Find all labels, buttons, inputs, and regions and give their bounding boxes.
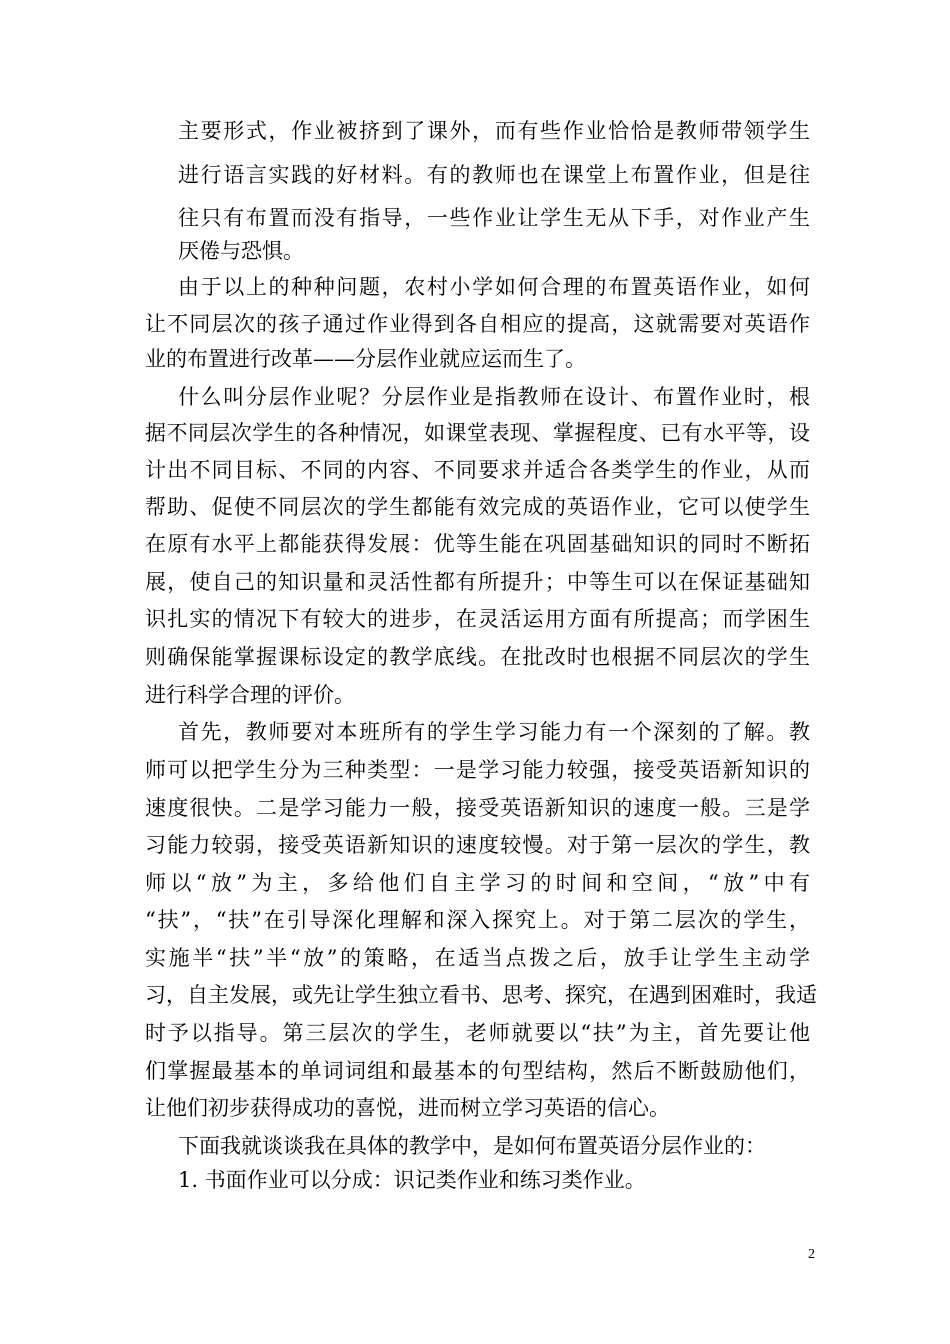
text-line: 主要形式，作业被挤到了课外，而有些作业恰恰是教师带领学生 — [178, 119, 810, 143]
text-line: 们掌握最基本的单词词组和最基本的句型结构，然后不断鼓励他们， — [145, 1059, 810, 1083]
text-line: 师以“放”为主，多给他们自主学习的时间和空间，“放”中有 — [145, 871, 810, 895]
text-line: 师可以把学生分为三种类型：一是学习能力较强，接受英语新知识的 — [145, 758, 810, 782]
text-line: 识扎实的情况下有较大的进步，在灵活运用方面有所提高；而学困生 — [145, 607, 810, 631]
text-line: 展，使自己的知识量和灵活性都有所提升；中等生可以在保证基础知 — [145, 570, 810, 594]
paragraph-first-line: 首先，教师要对本班所有的学生学习能力有一个深刻的了解。教 — [178, 720, 810, 744]
text-line: 进行语言实践的好材料。有的教师也在课堂上布置作业，但是往 — [178, 163, 810, 187]
paragraph-first-line: 什么叫分层作业呢？分层作业是指教师在设计、布置作业时，根 — [178, 385, 810, 409]
text-line: 厌倦与恐惧。 — [178, 239, 304, 263]
text-line: 则确保能掌握课标设定的教学底线。在批改时也根据不同层次的学生 — [145, 645, 810, 669]
text-line: “扶”，“扶”在引导深化理解和深入探究上。对于第二层次的学生， — [145, 908, 810, 932]
text-line: 业的布置进行改革——分层作业就应运而生了。 — [145, 347, 586, 371]
text-line: 往只有布置而没有指导，一些作业让学生无从下手，对作业产生 — [178, 206, 810, 230]
text-line: 习，自主发展，或先让学生独立看书、思考、探究，在遇到困难时，我适 — [145, 983, 817, 1007]
text-line: 让不同层次的孩子通过作业得到各自相应的提高，这就需要对英语作 — [145, 312, 810, 336]
paragraph-first-line: 由于以上的种种问题，农村小学如何合理的布置英语作业，如何 — [178, 275, 810, 299]
text-line: 实施半“扶”半“放”的策略，在适当点拨之后，放手让学生主动学 — [145, 946, 810, 970]
text-line: 让他们初步获得成功的喜悦，进而树立学习英语的信心。 — [145, 1096, 670, 1120]
text-line: 计出不同目标、不同的内容、不同要求并适合各类学生的作业，从而 — [145, 458, 810, 482]
text-line: 在原有水平上都能获得发展：优等生能在巩固基础知识的同时不断拓 — [145, 532, 810, 556]
paragraph-first-line: 下面我就谈谈我在具体的教学中，是如何布置英语分层作业的： — [178, 1134, 766, 1158]
text-line: 进行科学合理的评价。 — [145, 683, 355, 707]
text-line: 据不同层次学生的各种情况，如课堂表现、掌握程度、已有水平等，设 — [145, 421, 810, 445]
text-line: 时予以指导。第三层次的学生，老师就要以“扶”为主，首先要让他 — [145, 1021, 810, 1045]
page-number: 2 — [808, 1247, 815, 1262]
list-item: 1. 书面作业可以分成：识记类作业和练习类作业。 — [178, 1168, 646, 1192]
text-line: 帮助、促使不同层次的学生都能有效完成的英语作业，它可以使学生 — [145, 495, 810, 519]
text-line: 速度很快。二是学习能力一般，接受英语新知识的速度一般。三是学 — [145, 796, 810, 820]
text-line: 习能力较弱，接受英语新知识的速度较慢。对于第一层次的学生，教 — [145, 833, 810, 857]
